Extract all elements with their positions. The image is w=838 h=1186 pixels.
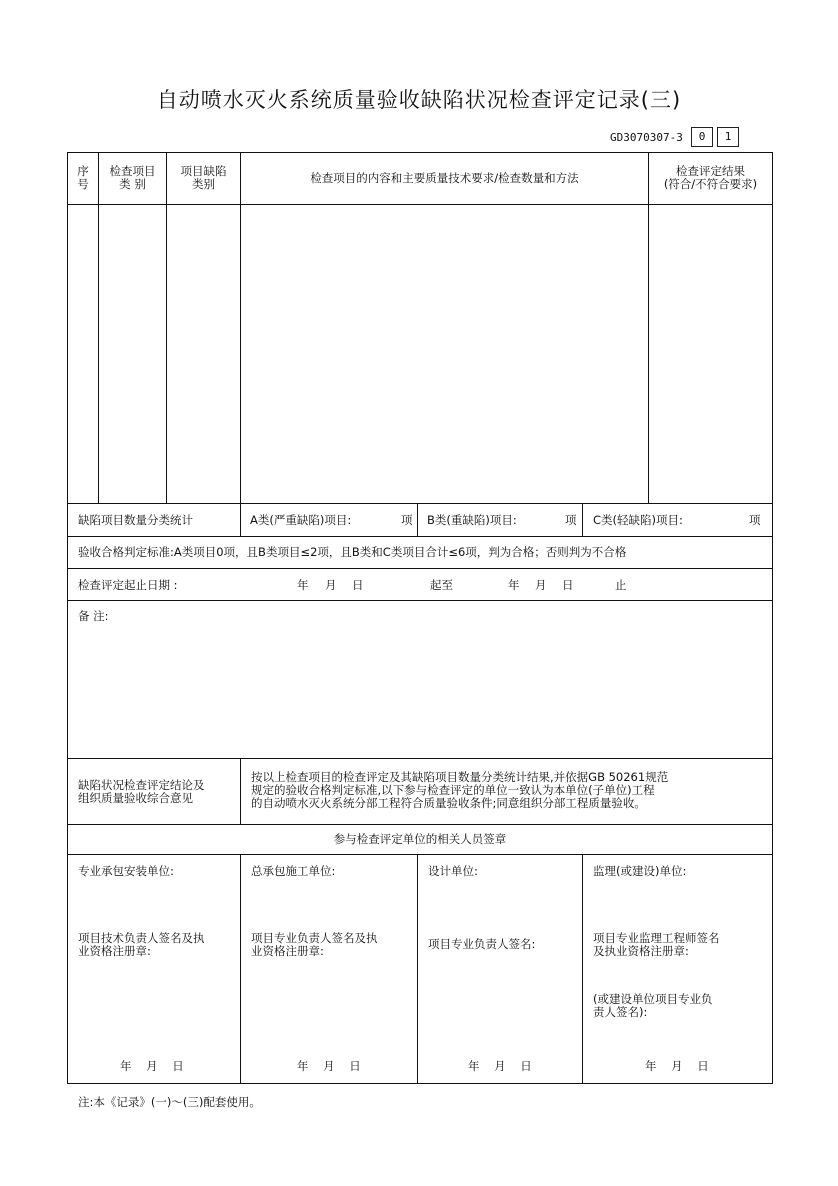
footnote: 注:本《记录》(一)～(三)配套使用。 bbox=[78, 1095, 261, 1109]
date-end-day: 日 bbox=[562, 578, 574, 592]
stats-c-unit: 项 bbox=[749, 513, 761, 527]
table-border-bottom bbox=[67, 1083, 773, 1084]
party-date: 年 月 日 bbox=[120, 1059, 184, 1073]
rule bbox=[240, 758, 241, 825]
page-title: 自动喷水灭火系统质量验收缺陷状况检查评定记录(三) bbox=[156, 88, 682, 112]
stats-b-unit: 项 bbox=[565, 513, 577, 527]
header-seq: 序号 bbox=[77, 164, 89, 191]
remarks-label: 备 注: bbox=[78, 609, 109, 623]
rule bbox=[648, 152, 649, 504]
date-start-day: 日 bbox=[352, 578, 364, 592]
code-box: 1 bbox=[717, 127, 739, 147]
header-item-category: 检查项目 类 别 bbox=[109, 164, 156, 191]
party-date: 年 月 日 bbox=[297, 1059, 361, 1073]
party-signature: 项目专业负责人签名: bbox=[428, 937, 536, 951]
stats-b-label: B类(重缺陷)项目: bbox=[427, 513, 517, 527]
conclusion-text: 按以上检查项目的检查评定及其缺陷项目数量分类统计结果,并依据GB 50261规范 规定的验收合格判定标准,以下参与检查评定的单位一致认为本单位(子单位)工程 的自动喷水灭火系统分部工程符合质量验收条件;同意组织分部工程质量验收。 bbox=[251, 770, 669, 810]
rule bbox=[240, 152, 241, 537]
rule bbox=[582, 503, 583, 537]
rule bbox=[67, 824, 773, 825]
code-box: 0 bbox=[691, 127, 713, 147]
date-start-month: 月 bbox=[325, 578, 337, 592]
party-unit: 监理(或建设)单位: bbox=[593, 864, 687, 878]
rule bbox=[67, 536, 773, 537]
rule bbox=[67, 854, 773, 855]
rule bbox=[240, 854, 241, 1084]
rule bbox=[67, 568, 773, 569]
rule bbox=[67, 758, 773, 759]
table-border-right bbox=[772, 152, 773, 1084]
form-code: GD3070307-3 bbox=[610, 131, 683, 144]
party-unit: 总承包施工单位: bbox=[251, 864, 336, 878]
stats-a-label: A类(严重缺陷)项目: bbox=[250, 513, 352, 527]
conclusion-label: 缺陷状况检查评定结论及 组织质量验收综合意见 bbox=[78, 778, 205, 805]
signature-title: 参与检查评定单位的相关人员签章 bbox=[333, 832, 507, 846]
party-date: 年 月 日 bbox=[468, 1059, 532, 1073]
date-to: 止 bbox=[615, 578, 627, 592]
date-end-month: 月 bbox=[535, 578, 547, 592]
table-border-left bbox=[67, 152, 68, 1084]
party-alt-signature: (或建设单位项目专业负 责人签名): bbox=[593, 992, 713, 1019]
party-unit: 专业承包安装单位: bbox=[78, 864, 174, 878]
header-defect-category: 项目缺陷 类别 bbox=[180, 164, 227, 191]
rule bbox=[98, 152, 99, 504]
party-date: 年 月 日 bbox=[645, 1059, 709, 1073]
rule bbox=[67, 503, 773, 504]
date-end-year: 年 bbox=[508, 578, 520, 592]
stats-c-label: C类(轻缺陷)项目: bbox=[593, 513, 683, 527]
header-result: 检查评定结果 (符合/不符合要求) bbox=[663, 164, 758, 191]
rule bbox=[166, 152, 167, 504]
date-start-year: 年 bbox=[297, 578, 309, 592]
stats-label: 缺陷项目数量分类统计 bbox=[78, 513, 193, 527]
acceptance-criteria: 验收合格判定标准:A类项目0项，且B类项目≤2项，且B类和C类项目合计≤6项，判为合格；否则判为不合格 bbox=[78, 545, 627, 559]
rule bbox=[67, 204, 773, 205]
party-unit: 设计单位: bbox=[428, 864, 478, 878]
party-signature: 项目技术负责人签名及执 业资格注册章: bbox=[78, 931, 205, 958]
rule bbox=[67, 600, 773, 601]
stats-a-unit: 项 bbox=[401, 513, 413, 527]
rule bbox=[582, 854, 583, 1084]
header-content: 检查项目的内容和主要质量技术要求/检查数量和方法 bbox=[310, 171, 579, 185]
party-signature: 项目专业负责人签名及执 业资格注册章: bbox=[251, 931, 378, 958]
date-from: 起至 bbox=[430, 578, 453, 592]
rule bbox=[417, 854, 418, 1084]
rule bbox=[417, 503, 418, 537]
party-signature: 项目专业监理工程师签名 及执业资格注册章: bbox=[593, 931, 720, 958]
table-border-top bbox=[67, 152, 773, 153]
date-label: 检查评定起止日期 : bbox=[78, 578, 178, 592]
